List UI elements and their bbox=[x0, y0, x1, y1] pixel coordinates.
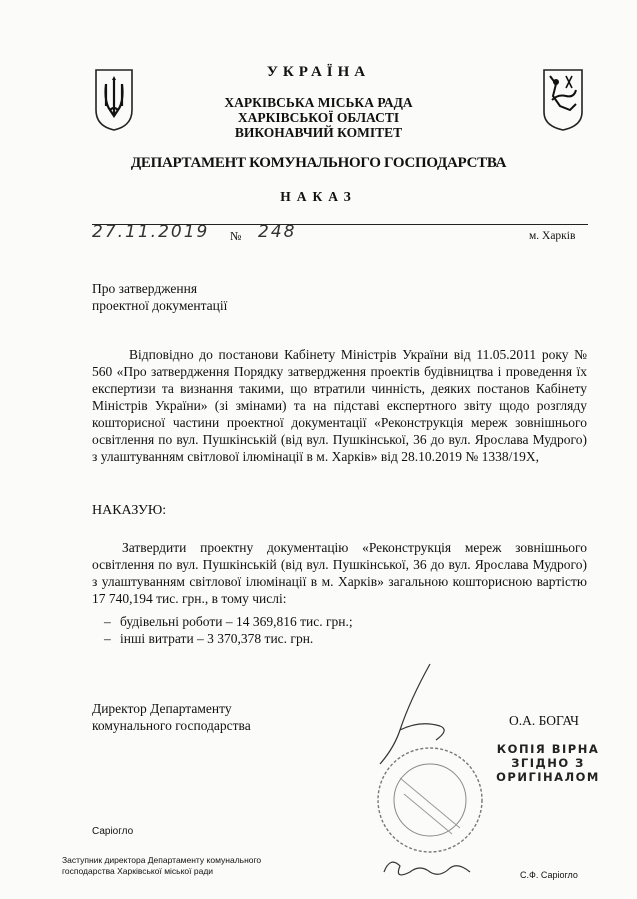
city: м. Харків bbox=[529, 230, 576, 242]
signer-title bbox=[92, 700, 251, 734]
council-heading bbox=[0, 95, 637, 140]
department-heading: ДЕПАРТАМЕНТ КОМУНАЛЬНОГО ГОСПОДАРСТВА bbox=[130, 155, 507, 171]
department-seal bbox=[360, 738, 500, 858]
executor-name: Саріогло bbox=[92, 826, 134, 837]
signer-title-line-1: Директор Департаменту bbox=[92, 701, 232, 716]
list-item: – інші витрати – 3 370,378 тис. грн. bbox=[104, 630, 353, 647]
order-subject bbox=[92, 280, 227, 314]
order-date: 27.11.2019 bbox=[92, 222, 210, 242]
subject-line-2: проектної документації bbox=[92, 298, 228, 313]
list-item: – будівельні роботи – 14 369,816 тис. грн.; bbox=[104, 613, 353, 630]
signer-title-line-2: комунального господарства bbox=[92, 718, 251, 733]
council-line-1: ХАРКІВСЬКА МІСЬКА РАДА bbox=[224, 95, 413, 110]
council-line-2: ХАРКІВСЬКОЇ ОБЛАСТІ bbox=[237, 110, 400, 125]
number-label: № bbox=[230, 229, 242, 243]
order-word: НАКАЗУЮ: bbox=[92, 503, 167, 518]
stamp-line-1: КОПІЯ ВІРНА bbox=[496, 742, 600, 756]
subject-line-1: Про затвердження bbox=[92, 281, 198, 296]
certified-copy-stamp bbox=[492, 742, 604, 784]
deputy-title bbox=[62, 855, 261, 877]
decision-paragraph: Затвердити проектну документацію «Реконструкція мереж зовнішнього освітлення по вул. Пушкінській (від вул. Пушкінської, 36 до вул. Ярослава Мудрого) з улаштуванням світлової ілюмінації в м. Харків» загальною кошторисною вартістю 17 740,194 тис. грн., в тому числі: bbox=[92, 540, 587, 606]
signer-name: О.А. БОГАЧ bbox=[509, 713, 579, 728]
deputy-name: С.Ф. Саріогло bbox=[520, 870, 578, 880]
deputy-title-line-1: Заступник директора Департаменту комунального bbox=[62, 855, 262, 865]
country-heading: УКРАЇНА bbox=[266, 64, 371, 80]
deputy-title-line-2: господарства Харківської міської ради bbox=[62, 866, 214, 876]
council-line-3: ВИКОНАВЧИЙ КОМІТЕТ bbox=[234, 125, 403, 140]
preamble-paragraph: Відповідно до постанови Кабінету Міністрів України від 11.05.2011 року № 560 «Про затвердження Порядку затвердження проектів будівництва і проведення їх експертизи та визнання такими, що втратили чинність, деяких постанов Кабінету Міністрів України» (зі змінами) та на підставі експертного звіту щодо розгляду кошторисної частини проектної документації «Реконструкція мереж зовнішнього освітлення по вул. Пушкінській (від вул. Пушкінської, 36 до вул. Ярослава Мудрого) з улаштуванням світлової ілюмінації в м. Харків» від 28.10.2019 № 1338/19Х, bbox=[92, 347, 587, 464]
deputy-signature bbox=[380, 850, 480, 885]
stamp-line-3: ОРИГІНАЛОМ bbox=[496, 770, 600, 784]
order-number: 248 bbox=[258, 222, 297, 242]
stamp-line-2: ЗГІДНО З bbox=[511, 756, 585, 770]
document-type: НАКАЗ bbox=[280, 189, 357, 204]
cost-breakdown-list bbox=[104, 613, 353, 647]
